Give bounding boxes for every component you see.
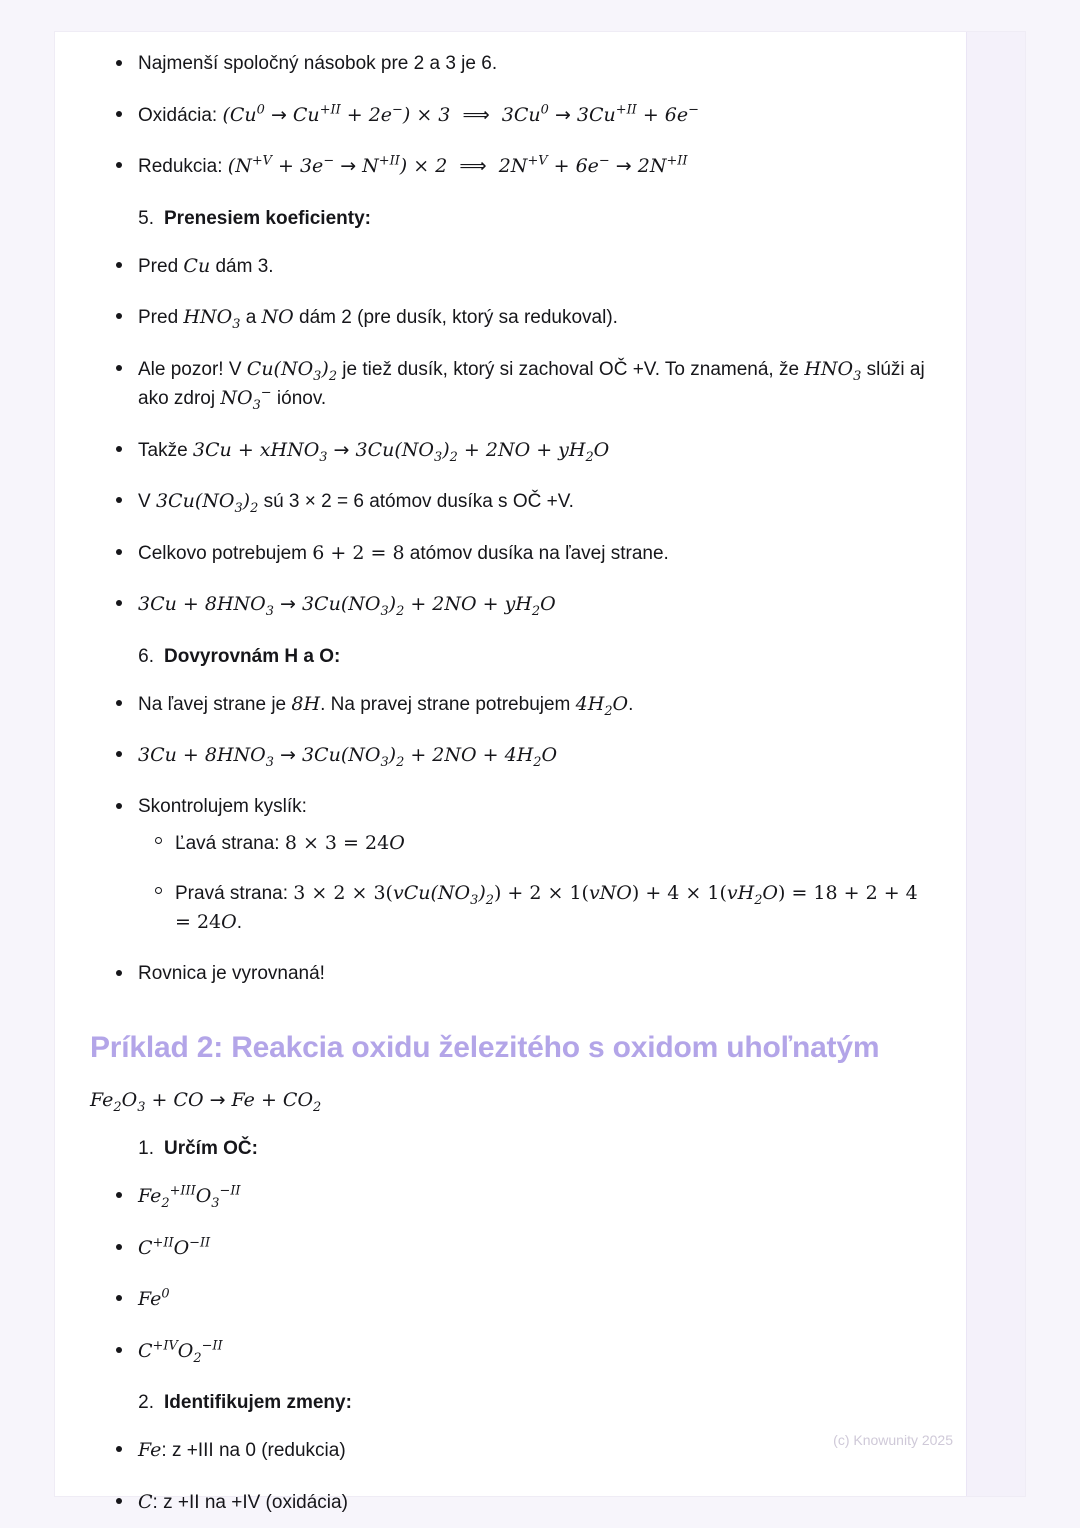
list-item — [138, 539, 935, 569]
bullet-text: Fe$^0$ — [138, 1286, 170, 1310]
equation-text: $Fe_2O_3$ + CO → $Fe + CO_2$ — [90, 1089, 322, 1115]
bullet-text: Pred Cu dám 3. — [138, 254, 274, 277]
bullet-text: V $3Cu(NO_3)_2$ sú 3 × 2 = 6 atómov dusíka s OČ +V. — [138, 490, 574, 516]
list-item — [138, 793, 935, 938]
document-sheet — [55, 32, 1025, 1513]
top-bullet-list — [90, 50, 935, 182]
bullet-text: Najmenší spoločný násobok pre 2 a 3 je 6. — [138, 53, 498, 74]
bullet-text: Pravá strana: $3 \times 2 \times 3(vCu(NO_3)_2) + 2 \times 1(vNO) + 4 \times 1(vH_2O) = 18 + 2 + 4 = 24O$. — [175, 881, 918, 933]
list-item — [175, 879, 935, 938]
bullet-text: Rovnica je vyrovnaná! — [138, 962, 325, 984]
bullet-text: $3Cu + 8HNO_3 \to 3Cu(NO_3)_2 + 2NO + 4H_2O$ — [138, 744, 558, 770]
bullet-label: Redukcia: — [138, 156, 228, 177]
step-5-number: 5. — [138, 207, 154, 229]
example2-step-1-number: 1. — [138, 1138, 154, 1159]
list-item — [138, 303, 935, 333]
list-item — [138, 1182, 935, 1212]
bullet-text: Celkovo potrebujem 6 + 2 = 8 atómov dusíka na ľavej strane. — [138, 541, 669, 564]
bullet-text: Na ľavej strane je 8H. Na pravej strane potrebujem $4H_2O$. — [138, 692, 634, 719]
list-item — [138, 590, 935, 620]
bullet-text: Takže 3Cu + xHNO$_3$ → $3Cu(NO_3)_2 + 2NO + yH_2O$ — [138, 438, 610, 465]
bullet-text: Fe: z +III na 0 (redukcia) — [138, 1439, 346, 1461]
example2-step-2-heading — [90, 1392, 935, 1414]
list-item — [138, 1234, 935, 1264]
step-5-title: Prenesiem koeficienty: — [164, 207, 371, 229]
list-item — [138, 252, 935, 282]
list-item — [138, 355, 935, 414]
example2-step-1-list — [90, 1182, 935, 1366]
bullet-text: Ale pozor! V $Cu(NO_3)_2$ je tiež dusík, ktorý si zachoval OČ +V. To znamená, že $HNO_3$ slúži aj ako zdroj $NO_3^-$ iónov. — [138, 357, 925, 413]
example2-step-1-title: Určím OČ: — [164, 1138, 258, 1159]
example-2-equation — [90, 1089, 935, 1115]
list-item — [138, 960, 935, 989]
bullet-text: $C^{+II}O^{-II}$ — [138, 1235, 211, 1259]
example2-step-2-title: Identifikujem zmeny: — [164, 1392, 352, 1413]
list-item — [175, 829, 935, 859]
watermark: (c) Knowunity 2025 — [833, 1432, 953, 1448]
oxidation-equation: $(Cu^0 \to Cu^{+II} + 2e^-) \times 3$ ⟹ $3Cu^0 \to 3Cu^{+II} + 6e^-$ — [222, 102, 699, 126]
example2-step-2-number: 2. — [138, 1392, 154, 1413]
bullet-text: $Fe_2^{+III}O_3^{-II}$ — [138, 1183, 241, 1211]
list-item — [138, 741, 935, 771]
step-5-list — [90, 252, 935, 620]
step-6-number: 6. — [138, 645, 154, 667]
page-side-strip — [966, 32, 1025, 1496]
list-item — [138, 690, 935, 720]
bullet-text: $C^{+IV}O_2^{-II}$ — [138, 1338, 223, 1366]
list-item — [138, 101, 935, 131]
list-item — [138, 50, 935, 79]
example2-step-2-list — [90, 1436, 935, 1517]
step-6-list — [90, 690, 935, 989]
reduction-equation: $(N^{+V} + 3e^- \to N^{+II}) \times 2$ ⟹ $2N^{+V} + 6e^- \to 2N^{+II}$ — [227, 153, 688, 177]
bullet-text: Ľavá strana: 8 × 3 = 24O — [175, 832, 405, 854]
example2-step-1-heading — [90, 1138, 935, 1160]
bullet-text: $3Cu + 8HNO_3 \to 3Cu(NO_3)_2 + 2NO + yH_2O$ — [138, 593, 556, 619]
bullet-text: C: z +II na +IV (oxidácia) — [138, 1490, 348, 1513]
page-title: Príklad 2: Reakcia oxidu železitého s oxidom uhoľnatým — [90, 1031, 880, 1064]
list-item — [138, 152, 935, 182]
oxygen-check-list — [138, 829, 935, 938]
list-item — [138, 487, 935, 517]
list-item — [138, 1488, 935, 1518]
step-6-title: Dovyrovnám H a O: — [164, 645, 341, 667]
list-item — [138, 1436, 935, 1466]
bullet-text: Pred $HNO_3$ a NO dám 2 (pre dusík, ktorý sa redukoval). — [138, 306, 618, 332]
list-item — [138, 436, 935, 466]
bullet-label: Oxidácia: — [138, 104, 223, 126]
bullet-text: Skontrolujem kyslík: — [138, 795, 307, 817]
list-item — [138, 1285, 935, 1315]
step-6-heading — [90, 646, 935, 668]
document-content — [90, 50, 935, 1528]
step-5-heading — [90, 208, 935, 230]
list-item — [138, 1337, 935, 1367]
